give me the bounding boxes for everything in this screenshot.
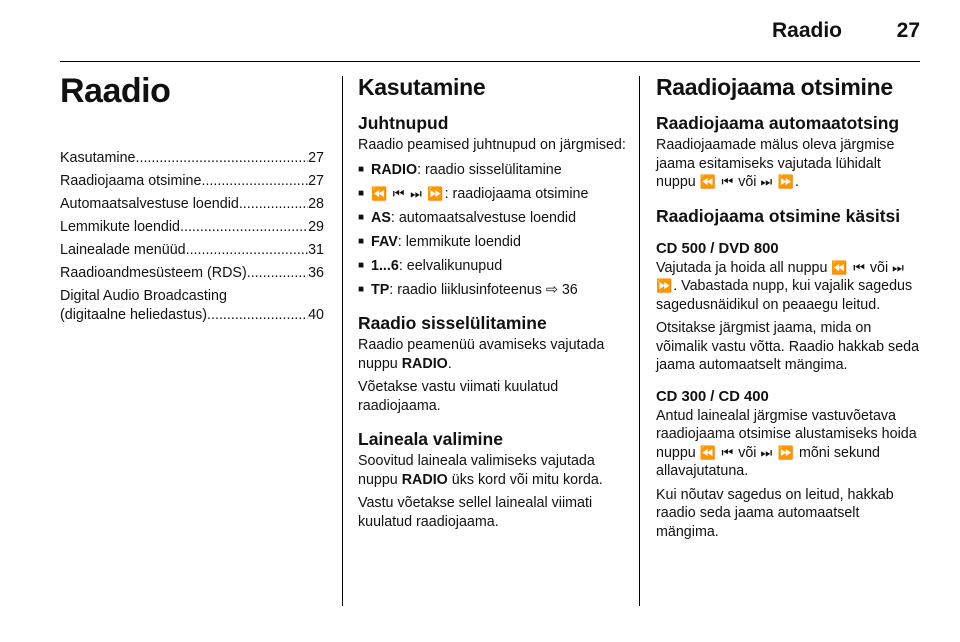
operation-column: [358, 72, 632, 536]
list-item: ■ 1...6: eelvalikunupud: [358, 257, 632, 276]
toc-entry[interactable]: [60, 149, 324, 168]
controls-title: Juhtnupud: [358, 113, 449, 133]
toc-entry-page: 36: [308, 265, 324, 281]
page-number: 27: [896, 19, 920, 42]
auto-search-paragraph: Raadiojaamade mälus oleva järgmise jaama esitamiseks vajutada lühidalt nuppu ⏪ ⏮ või ⏭ ⏩.: [656, 137, 895, 190]
band-note: Vastu võetakse sellel lainealal viimati kuulatud raadiojaama.: [358, 495, 593, 530]
toc-entry[interactable]: [60, 264, 324, 283]
seek-forward-icon: ⏭ ⏩: [760, 174, 795, 189]
list-item: ■ RADIO: raadio sisselülitamine: [358, 161, 632, 180]
seek-back-icon: ⏪ ⏮: [699, 444, 735, 460]
toc-entry-page: 28: [308, 196, 324, 212]
radio-key-label: RADIO: [401, 355, 448, 372]
toc-entry-line: [60, 306, 324, 325]
list-item: ■ TP: raadio liiklusinfoteenus ⇨ 36: [358, 281, 632, 300]
cd500-paragraph: Vajutada ja hoida all nuppu ⏪ ⏮ või ⏭ ⏩. Vabastada nupp, kui vajalik sagedus sagedusnäidikul on peaaegu leitud.: [656, 259, 913, 313]
toc-entry-title: Automaatsalvestuse loendid: [60, 196, 239, 212]
toc-entry[interactable]: [60, 287, 324, 325]
toc-leader: [201, 172, 308, 191]
toc-leader: [207, 306, 308, 325]
seek-back-icon: ⏪ ⏮: [699, 174, 735, 189]
table-of-contents: [60, 149, 324, 325]
column-divider-1: [342, 76, 343, 606]
toc-entry-title: Raadiojaama otsimine: [60, 173, 202, 189]
toc-leader: [239, 195, 308, 214]
cd500-title: CD 500 / DVD 800: [656, 240, 779, 257]
header-rule: [60, 61, 920, 62]
list-item: ■ ⏪ ⏮ ⏭ ⏩: raadiojaama otsimine: [358, 185, 632, 204]
section-title: Raadio: [771, 19, 842, 42]
cd300-title: CD 300 / CD 400: [656, 388, 769, 405]
toc-entry-title: Kasutamine: [60, 150, 136, 166]
band-paragraph: Soovitud laineala valimiseks vajutada nuppu RADIO üks kord või mitu korda.: [358, 453, 603, 488]
radio-key-label: RADIO: [371, 161, 418, 178]
seek-forward-icon: ⏭ ⏩: [760, 444, 795, 460]
manual-search-title: Raadiojaama otsimine käsitsi: [656, 205, 901, 226]
toc-entry-page: 27: [308, 173, 324, 189]
toc-column: [60, 72, 324, 329]
band-title: Laineala valimine: [358, 429, 503, 449]
toc-entry-title: Raadioandmesüsteem (RDS): [60, 265, 247, 281]
as-key-label: AS: [371, 209, 391, 226]
radio-key-label: RADIO: [401, 471, 448, 488]
page-reference[interactable]: 36: [561, 281, 578, 298]
column-divider-2: [639, 76, 640, 606]
toc-entry-page: 27: [308, 150, 324, 166]
list-item: ■ AS: automaatsalvestuse loendid: [358, 209, 632, 228]
fav-key-label: FAV: [371, 233, 398, 250]
toc-leader: [247, 264, 308, 283]
toc-entry-page: 40: [308, 307, 324, 323]
cd300-note: Kui nõutav sagedus on leitud, hakkab raadio seda jaama automaatselt mängima.: [656, 486, 894, 540]
toc-entry[interactable]: [60, 241, 324, 260]
toc-leader: [186, 241, 308, 260]
section-heading: Kasutamine: [358, 74, 486, 100]
controls-intro: Raadio peamised juhtnupud on järgmised:: [358, 137, 626, 153]
section-heading: Raadiojaama otsimine: [656, 74, 893, 100]
seek-forward-icon: ⏭ ⏩: [656, 259, 905, 293]
switch-on-paragraph: Raadio peamenüü avamiseks vajutada nuppu RADIO.: [358, 337, 605, 372]
toc-entry-title: Lemmikute loendid: [60, 219, 181, 235]
cd300-paragraph: Antud lainealal järgmise vastuvõetava raadiojaama otsimise alustamiseks hoida nuppu ⏪ ⏮ või ⏭ ⏩ mõni sekund allavajutatuna.: [656, 407, 917, 479]
preset-key-label: 1...6: [371, 257, 399, 274]
toc-entry[interactable]: [60, 172, 324, 191]
tp-key-label: TP: [371, 281, 390, 298]
controls-list: [358, 161, 632, 300]
toc-leader: [136, 149, 309, 168]
toc-entry[interactable]: [60, 218, 324, 237]
toc-entry-title: (digitaalne heliedastus): [60, 307, 208, 323]
switch-on-note: Võetakse vastu viimati kuulatud raadiojaama.: [358, 379, 559, 414]
list-item: ■ FAV: lemmikute loendid: [358, 233, 632, 252]
seek-buttons-icon: ⏪ ⏮ ⏭ ⏩: [371, 185, 445, 201]
toc-entry-title: Lainealade menüüd: [60, 242, 186, 258]
toc-entry[interactable]: [60, 195, 324, 214]
toc-leader: [180, 218, 308, 237]
page-header: [0, 0, 960, 62]
switch-on-title: Raadio sisselülitamine: [358, 313, 547, 333]
seek-back-icon: ⏪ ⏮: [831, 259, 866, 275]
chapter-title: Raadio: [60, 72, 171, 110]
toc-entry-title: Digital Audio Broadcasting: [60, 288, 227, 304]
cd500-note: Otsitakse järgmist jaama, mida on võimalik vastu võtta. Raadio hakkab seda jaama automaatselt mängima.: [656, 320, 920, 373]
toc-entry-page: 31: [308, 242, 324, 258]
auto-search-title: Raadiojaama automaatotsing: [656, 113, 900, 133]
page-reference-arrow-icon: ⇨: [545, 281, 558, 298]
search-column: [656, 72, 924, 546]
toc-entry-page: 29: [308, 219, 324, 235]
